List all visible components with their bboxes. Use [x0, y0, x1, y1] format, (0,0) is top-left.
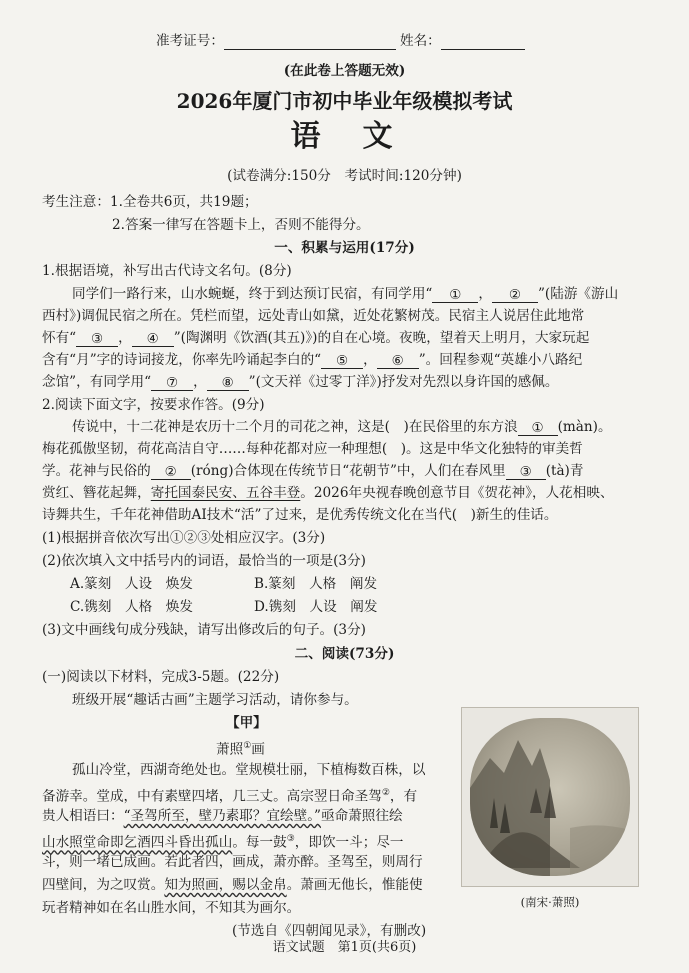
footnote-mark: ③ — [286, 834, 295, 844]
q2-text: 学。花神与民俗的 — [42, 463, 151, 479]
passage-line-1: 孤山冷堂，西湖奇绝处也。堂规模壮丽，下植梅数百株，以 — [72, 762, 426, 778]
q2-text: (tà)青 — [545, 463, 584, 479]
passage-title-text: 画 — [251, 741, 265, 758]
passage-text: 贵人相语曰： — [42, 808, 124, 824]
q2-text: (róng)合体现在传统节日“花朝节”中，人们在春风里 — [190, 463, 506, 479]
q1-text: ”(陶渊明《饮酒(其五)》)的自在心境。夜晚，望着天上明月，大家玩起 — [173, 330, 590, 346]
material-jia-label: 【甲】 — [226, 715, 267, 731]
section2-heading: 二、阅读(73分) — [294, 646, 395, 662]
wavy-underlined-text: 山水照堂命即乞酒四斗昏出孤山 — [42, 834, 233, 851]
q2-text: 传说中，十二花神是农历十二个月的司花之神，这是( )在民俗里的东方浪 — [72, 419, 518, 435]
passage-text: 备游幸。堂成，中有素壁四堵，几三丈。高宗翌日命圣驾 — [42, 788, 382, 805]
q1-text: ”(文天祥《过零丁洋》)抒发对先烈以身许国的感佩。 — [248, 374, 559, 390]
subject-title: 语 文 — [290, 119, 399, 154]
blank-3: ③ — [76, 330, 118, 347]
part1-instruction: (一)阅读以下材料，完成3-5题。(22分) — [42, 669, 280, 685]
page-footer: 语文试题 第1页(共6页) — [272, 940, 417, 955]
q1-text: ”(陆游《游山 — [537, 286, 619, 302]
q2-sub-1: (1)根据拼音依次写出①②③处相应汉字。(3分) — [42, 530, 326, 546]
passage-line-4 — [42, 830, 404, 852]
blank-7: ⑦ — [151, 374, 193, 391]
blank-6: ⑥ — [377, 352, 419, 369]
notes-line-1 — [42, 193, 258, 211]
passage-text: 。每一鼓 — [232, 834, 287, 851]
q1-comma: ， — [478, 286, 492, 302]
q2-sub-3: (3)文中画线句成分残缺，请写出修改后的句子。(3分) — [42, 622, 366, 638]
passage-line-6 — [42, 876, 423, 894]
option-d: D.镌刻 人设 阐发 — [254, 599, 378, 615]
admission-number-field — [156, 32, 396, 50]
fan-painting — [470, 718, 630, 876]
section1-heading: 一、积累与运用(17分) — [274, 240, 415, 256]
blank-2: ② — [492, 286, 538, 303]
activity-intro: 班级开展“趣话古画”主题学习活动，请你参与。 — [72, 692, 358, 708]
q1-line-3 — [42, 329, 589, 347]
q1-text: 含有“月”字的诗词接龙，你率先吟诵起李白的“ — [42, 352, 322, 368]
underlined-sentence: 寄托国泰民安、五谷丰登 — [150, 485, 301, 501]
exam-title: 2026年厦门市初中毕业年级模拟考试 — [176, 89, 513, 113]
blank-8: ⑧ — [207, 374, 249, 391]
q1-text: 同学们一路行来，山水蜿蜒，终于到达预订民宿，有同学用“ — [72, 286, 433, 302]
passage-line-2 — [42, 784, 417, 806]
q2-pinyin: (màn)。 — [557, 419, 612, 435]
exam-info: (试卷满分:150分 考试时间:120分钟) — [227, 168, 462, 184]
q2-sub-2: (2)依次填入文中括号内的词语，最恰当的一项是(3分) — [42, 553, 366, 569]
passage-line-7: 玩者精神如在名山胜水间，不知其为画尔。 — [42, 900, 301, 916]
painting-caption: (南宋·萧照) — [520, 895, 580, 909]
blank-1: ① — [432, 286, 478, 303]
passage-text: 。萧画无他长，惟能使 — [286, 877, 423, 893]
passage-title-text: 萧照 — [216, 741, 244, 758]
fan-painting-image — [461, 707, 639, 909]
q2-line-4 — [42, 484, 614, 502]
notes-label: 考生注意： — [42, 194, 110, 210]
footnote-mark: ① — [243, 741, 252, 751]
footnote-mark: ② — [381, 788, 390, 798]
q1-line-2: 西村》)调侃民宿之所在。凭栏而望，远处青山如黛，近处花繁树茂。民宿主人说居住此地常 — [42, 308, 585, 324]
invalid-notice: (在此卷上答题无效) — [283, 63, 406, 79]
q1-text: 怀有“ — [42, 330, 77, 346]
passage-title — [216, 737, 265, 759]
q2-text: 。2026年央视春晚创意节目《贺花神》，人花相映、 — [300, 485, 614, 501]
q2-line-1 — [72, 418, 612, 436]
notes-item-1: 1.全卷共6页，共19题； — [109, 194, 258, 210]
option-a: A.篆刻 人设 焕发 — [70, 576, 193, 592]
passage-text: ，即饮一斗；尽一 — [294, 834, 404, 851]
passage-text: 四壁间，为之叹赏。 — [42, 877, 165, 893]
q2-blank-3: ③ — [506, 463, 546, 480]
q2-text: 赏红、簪花起舞， — [42, 485, 151, 501]
q1-line-4 — [42, 351, 582, 369]
passage-line-5: 斗，则一堵已成画。若此者四，画成，萧亦醉。圣驾至，则周行 — [42, 854, 423, 870]
wavy-underlined-text: 知为照画，赐以金帛 — [164, 877, 287, 893]
q1-comma: ， — [193, 374, 207, 390]
passage-source: (节选自《四朝闻见录》，有删改) — [232, 923, 427, 939]
name-blank — [441, 33, 525, 50]
q2-title: 2.阅读下面文字，按要求作答。(9分) — [42, 397, 265, 413]
landscape-painting-svg — [470, 718, 630, 876]
option-c: C.镌刻 人格 焕发 — [70, 599, 193, 615]
notes-item-2: 2.答案一律写在答题卡上，否则不能得分。 — [112, 217, 370, 233]
blank-4: ④ — [132, 330, 174, 347]
q2-line-3 — [42, 462, 583, 480]
q1-text: ”。回程参观“英雄小八路纪 — [418, 352, 583, 368]
q1-title: 1.根据语境，补写出古代诗文名句。(8分) — [42, 263, 292, 279]
option-b: B.篆刻 人格 阐发 — [254, 576, 378, 592]
admission-blank — [224, 33, 396, 50]
q2-blank-1: ① — [518, 419, 558, 436]
q1-comma: ， — [118, 330, 132, 346]
passage-text: ，有 — [389, 788, 418, 805]
q2-line-5: 诗舞共生，千年花神借助AI技术“活”了过来，是优秀传统文化在当代( )新生的佳话。 — [42, 507, 558, 523]
q1-line-1 — [72, 285, 618, 303]
q1-comma: ， — [363, 352, 377, 368]
blank-5: ⑤ — [321, 352, 363, 369]
admission-label: 准考证号： — [156, 33, 224, 49]
q1-line-5 — [42, 373, 558, 391]
q2-blank-2: ② — [151, 463, 191, 480]
q1-text: 念馆”，有同学用“ — [42, 374, 152, 390]
q2-line-2: 梅花孤傲坚韧，荷花高洁自守……每种花都对应一种理想( )。这是中华文化独特的审美哲 — [42, 441, 583, 457]
name-label: 姓名： — [400, 33, 441, 49]
passage-text: 亟命萧照往绘 — [320, 808, 403, 824]
wavy-underlined-text: “圣驾所至，壁乃素耶？宜绘壁。” — [123, 808, 321, 824]
passage-line-3 — [42, 807, 403, 825]
name-field — [400, 32, 525, 50]
